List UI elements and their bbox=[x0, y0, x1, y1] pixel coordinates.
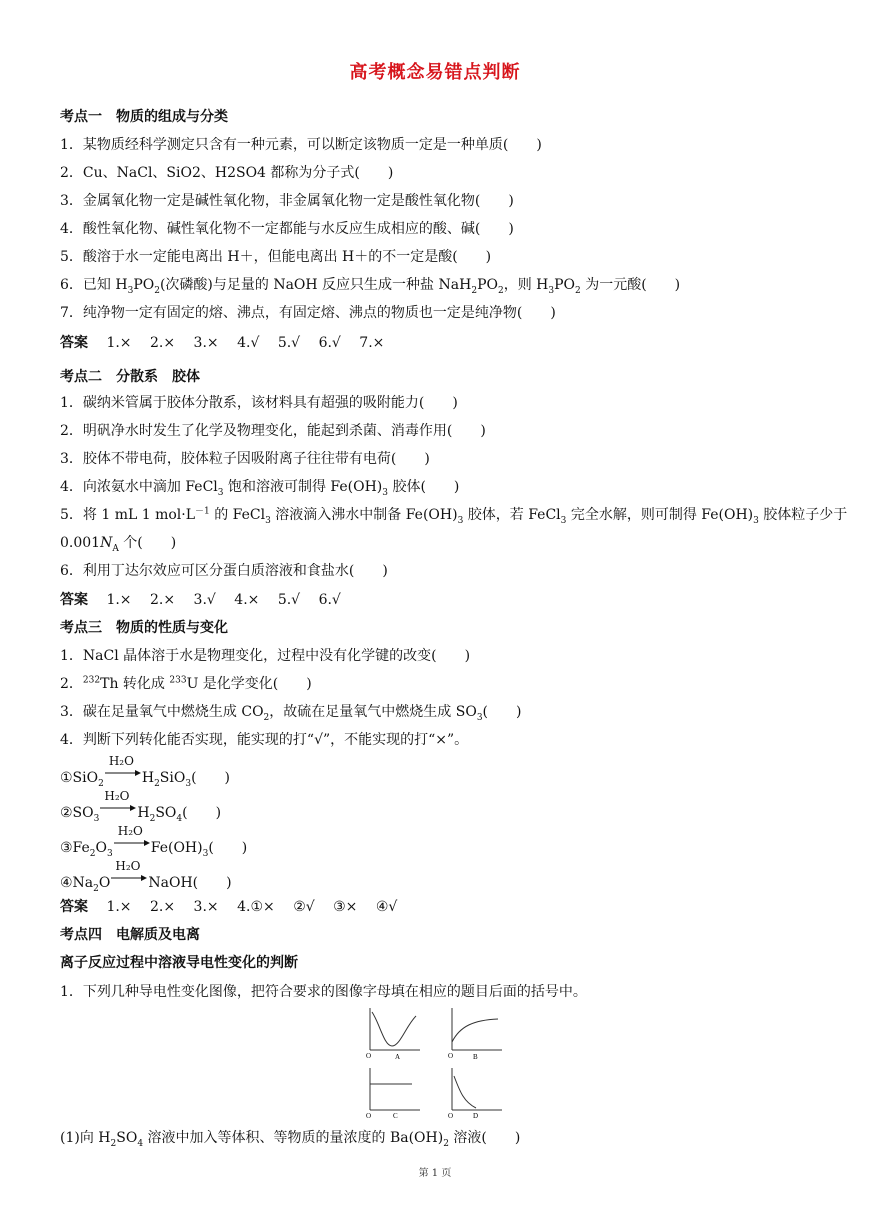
s1-question-1: 1．某物质经科学测定只含有一种元素，可以断定该物质一定是一种单质( ) bbox=[60, 137, 542, 153]
answer-item: 1.× bbox=[106, 899, 132, 915]
graph-label: C bbox=[393, 1112, 398, 1120]
s1-question-5: 5．酸溶于水一定能电离出 H＋，但能电离出 H＋的不一定是酸( ) bbox=[60, 249, 492, 265]
svg-text:O: O bbox=[366, 1052, 372, 1060]
answer-item: ③× bbox=[333, 899, 358, 915]
s1-question-6: 6．已知 $H_3PO_2$(次磷酸)与足量的 NaOH 反应只生成一种盐 $NaH_2PO_2$，则 $H_3PO_2$ 为一元酸( ) bbox=[60, 277, 681, 296]
answer-label: 答案 bbox=[60, 335, 88, 351]
answer-item: ④√ bbox=[375, 899, 398, 915]
section-3-heading: 考点三 物质的性质与变化 bbox=[60, 620, 228, 636]
graph-c bbox=[366, 1068, 420, 1120]
graph-d bbox=[448, 1068, 502, 1120]
s1-question-4: 4．酸性氧化物、碱性氧化物不一定都能与水反应生成相应的酸、碱( ) bbox=[60, 221, 514, 237]
graph-label: A bbox=[395, 1053, 401, 1061]
answer-item: 3.× bbox=[193, 899, 219, 915]
s3-question-1: 1．NaCl 晶体溶于水是物理变化，过程中没有化学键的改变( ) bbox=[60, 648, 471, 664]
page-number: 第 1 页 bbox=[418, 1168, 452, 1179]
answer-item: ②√ bbox=[293, 899, 315, 915]
s4-question-1-1: (1)向 $H_2SO_4$ 溶液中加入等体积、等物质的量浓度的 $Ba(OH)_2$ 溶液( ) bbox=[60, 1130, 521, 1149]
s3-question-2: 2．$^{232}$Th 转化成 $^{233}$U 是化学变化( ) bbox=[60, 675, 312, 692]
svg-text:O: O bbox=[448, 1052, 454, 1060]
svg-text:O: O bbox=[448, 1112, 454, 1120]
s3-question-3: 3．碳在足量氧气中燃烧生成 $CO_2$，故硫在足量氧气中燃烧生成 $SO_3$( ) bbox=[60, 704, 522, 723]
section-1-heading: 考点一 物质的组成与分类 bbox=[60, 109, 228, 125]
page-title: 高考概念易错点判断 bbox=[349, 62, 521, 83]
s3-reaction-4: $④Na_2O$ H₂O NaOH( ) bbox=[60, 859, 232, 894]
s4-question-1: 1．下列几种导电性变化图像，把符合要求的图像字母填在相应的题目后面的括号中。 bbox=[60, 984, 587, 1000]
s3-reaction-1: ①SiO$_2$ H₂O $H_2SiO_3$( ) bbox=[60, 754, 231, 789]
s2-question-5-cont: $0.001N_A$ 个( ) bbox=[60, 535, 177, 554]
reaction-arrow: H₂O bbox=[100, 801, 136, 817]
section-2-heading: 考点二 分散系 胶体 bbox=[60, 369, 200, 385]
s2-question-5: 5．将 1 mL 1 $mol\cdot L^{-1}$ 的 FeCl$_3$ 溶液滴入沸水中制备 $Fe(OH)_3$ 胶体，若 FeCl$_3$ 完全水解，则可制得 $Fe(OH)_3$ 胶体粒子少于 bbox=[60, 506, 848, 526]
answer-label: 答案 bbox=[60, 592, 88, 608]
answer-item: 3.√ bbox=[193, 592, 216, 608]
answer-item: 6.√ bbox=[318, 335, 341, 351]
answer-item: 5.√ bbox=[277, 592, 301, 608]
graph-a bbox=[366, 1008, 420, 1061]
answer-item: 6.√ bbox=[318, 592, 341, 608]
answer-item: 2.× bbox=[150, 592, 176, 608]
answer-item: 4.①× bbox=[237, 899, 275, 915]
svg-text:O: O bbox=[366, 1112, 372, 1120]
section-4-subheading: 离子反应过程中溶液导电性变化的判断 bbox=[60, 955, 298, 971]
graph-b bbox=[448, 1008, 502, 1061]
s2-question-1: 1．碳纳米管属于胶体分散系，该材料具有超强的吸附能力( ) bbox=[60, 395, 458, 411]
s2-answer-row bbox=[60, 591, 355, 609]
reaction-arrow: H₂O bbox=[114, 836, 150, 852]
s2-question-3: 3．胶体不带电荷，胶体粒子因吸附离子往往带有电荷( ) bbox=[60, 451, 430, 467]
s3-reaction-2: $②SO_3$ H₂O $H_2SO_4$( ) bbox=[60, 789, 222, 824]
reaction-arrow: H₂O bbox=[111, 871, 147, 887]
graph-label: B bbox=[473, 1053, 478, 1061]
answer-item: 5.√ bbox=[277, 335, 301, 351]
s3-reaction-3: $③Fe_2O_3$ H₂O $Fe(OH)_3$( ) bbox=[60, 824, 248, 859]
s2-question-6: 6．利用丁达尔效应可区分蛋白质溶液和食盐水( ) bbox=[60, 563, 388, 579]
answer-item: 4.× bbox=[234, 592, 260, 608]
conductivity-graphs bbox=[360, 1002, 510, 1120]
answer-item: 1.× bbox=[106, 335, 132, 351]
answer-item: 3.× bbox=[193, 335, 219, 351]
s1-question-2: 2．Cu、NaCl、SiO2、H2SO4 都称为分子式( ) bbox=[60, 165, 394, 181]
s3-question-4: 4．判断下列转化能否实现，能实现的打“√”，不能实现的打“×”。 bbox=[60, 732, 469, 748]
answer-label: 答案 bbox=[60, 899, 88, 915]
s2-question-2: 2．明矾净水时发生了化学及物理变化，能起到杀菌、消毒作用( ) bbox=[60, 423, 486, 439]
graph-label: D bbox=[473, 1112, 479, 1120]
s1-answer-row bbox=[60, 334, 398, 352]
answer-item: 2.× bbox=[150, 335, 176, 351]
answer-item: 2.× bbox=[150, 899, 176, 915]
reaction-arrow: H₂O bbox=[105, 766, 141, 782]
answer-item: 4.√ bbox=[237, 335, 260, 351]
section-4-heading: 考点四 电解质及电离 bbox=[60, 927, 200, 943]
s3-answer-row bbox=[60, 898, 411, 916]
answer-item: 7.× bbox=[359, 335, 385, 351]
s2-question-4: 4．向浓氨水中滴加 FeCl$_3$ 饱和溶液可制得 $Fe(OH)_3$ 胶体( ) bbox=[60, 479, 460, 498]
s1-question-7: 7．纯净物一定有固定的熔、沸点，有固定熔、沸点的物质也一定是纯净物( ) bbox=[60, 305, 556, 321]
s1-question-3: 3．金属氧化物一定是碱性氧化物，非金属氧化物一定是酸性氧化物( ) bbox=[60, 193, 514, 209]
answer-item: 1.× bbox=[106, 592, 132, 608]
